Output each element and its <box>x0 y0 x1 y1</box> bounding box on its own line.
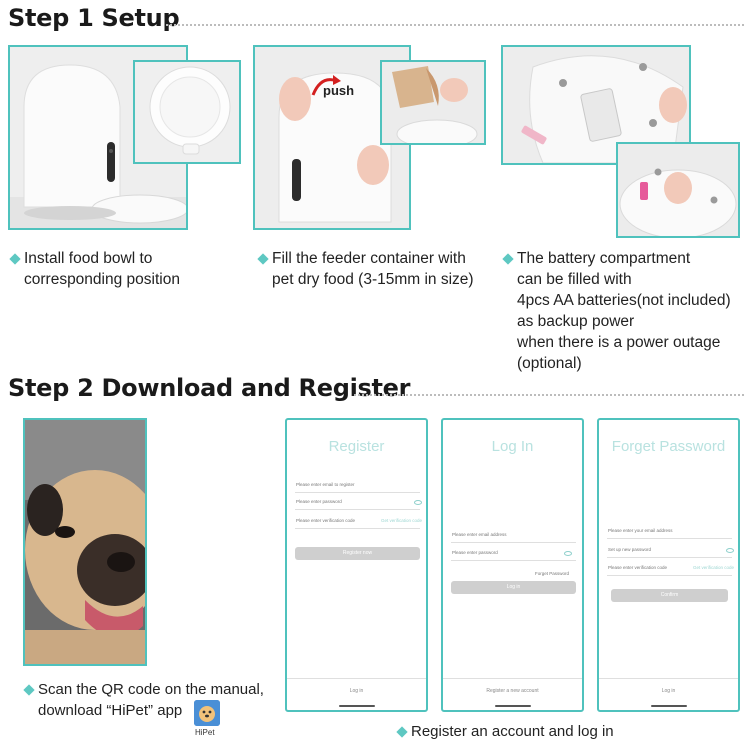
bullet-icon <box>502 253 513 264</box>
login-button[interactable]: Log in <box>451 581 576 594</box>
eye-icon[interactable] <box>414 500 422 505</box>
food-bowl-inset-photo <box>133 60 241 164</box>
pug-photo <box>23 418 147 666</box>
battery-caption-line: can be filled with <box>517 271 632 288</box>
qr-caption-line: download “HiPet” app <box>38 702 183 719</box>
bottom-divider <box>287 678 428 679</box>
step2-divider <box>354 394 744 396</box>
register-caption: Register an account and log in <box>411 723 614 740</box>
home-indicator <box>495 705 531 707</box>
bullet-icon <box>396 726 407 737</box>
get-code-link[interactable]: Get verification code <box>381 518 423 523</box>
bowl-caption <box>24 248 234 290</box>
input-underline <box>295 509 420 510</box>
bowl-caption-line: Install food bowl to <box>24 250 153 267</box>
hipet-app-name: HiPet <box>195 728 215 737</box>
battery-caption-line: when there is a power outage <box>517 334 721 351</box>
input-underline <box>295 528 420 529</box>
battery-caption-line: as backup power <box>517 313 635 330</box>
fill-caption <box>272 248 497 290</box>
confirm-button[interactable]: Confirm <box>611 589 728 602</box>
register-screen <box>285 418 428 712</box>
forget-email-input[interactable]: Please enter your email address <box>608 528 673 533</box>
register-email-input[interactable]: Please enter email to register <box>296 482 355 487</box>
register-screen-title: Register <box>328 438 385 455</box>
bullet-icon <box>23 684 34 695</box>
step2-title: Step 2 Download and Register <box>8 374 411 402</box>
battery-inset-photo <box>616 142 740 238</box>
input-underline <box>607 538 732 539</box>
fill-caption-line: Fill the feeder container with <box>272 250 466 267</box>
forget-login-link[interactable]: Log in <box>661 688 676 694</box>
fill-caption-line: pet dry food (3-15mm in size) <box>272 271 474 288</box>
qr-caption <box>38 679 278 721</box>
push-label: push <box>323 83 355 98</box>
bullet-icon <box>9 253 20 264</box>
forget-password-link[interactable]: Forget Password <box>535 571 570 576</box>
qr-caption-line: Scan the QR code on the manual, <box>38 681 264 698</box>
input-underline <box>607 575 732 576</box>
pour-food-inset-photo <box>380 60 486 145</box>
login-screen <box>441 418 584 712</box>
login-email-input[interactable]: Please enter email address <box>452 532 507 537</box>
battery-caption-line: (optional) <box>517 355 582 372</box>
bowl-caption-line: corresponding position <box>24 271 180 288</box>
get-code-link[interactable]: Get verification code <box>693 565 735 570</box>
register-password-input[interactable]: Please enter password <box>296 499 342 504</box>
register-now-button[interactable]: Register now <box>295 547 420 560</box>
hipet-app-icon <box>194 700 220 726</box>
home-indicator <box>339 705 375 707</box>
home-indicator <box>651 705 687 707</box>
input-underline <box>295 492 420 493</box>
register-new-account-link[interactable]: Register a new account <box>486 688 539 694</box>
input-underline <box>451 560 576 561</box>
battery-caption-line: 4pcs AA batteries(not included) <box>517 292 731 309</box>
forget-screen-title: Forget Password <box>611 438 726 455</box>
eye-icon[interactable] <box>726 548 734 553</box>
forget-password-input[interactable]: Set up new password <box>608 547 652 552</box>
bottom-divider <box>443 678 584 679</box>
battery-caption <box>517 248 749 374</box>
input-underline <box>451 542 576 543</box>
register-code-input[interactable]: Please enter verification code <box>296 518 356 523</box>
eye-icon[interactable] <box>564 551 572 556</box>
step1-title: Step 1 Setup <box>8 4 180 32</box>
register-login-link[interactable]: Log in <box>349 688 364 694</box>
battery-caption-line: The battery compartment <box>517 250 691 267</box>
login-password-input[interactable]: Please enter password <box>452 550 498 555</box>
bottom-divider <box>599 678 740 679</box>
login-screen-title: Log In <box>491 438 534 455</box>
bullet-icon <box>257 253 268 264</box>
forget-password-screen <box>597 418 740 712</box>
input-underline <box>607 557 732 558</box>
step1-divider <box>166 24 744 26</box>
forget-code-input[interactable]: Please enter verification code <box>608 565 668 570</box>
